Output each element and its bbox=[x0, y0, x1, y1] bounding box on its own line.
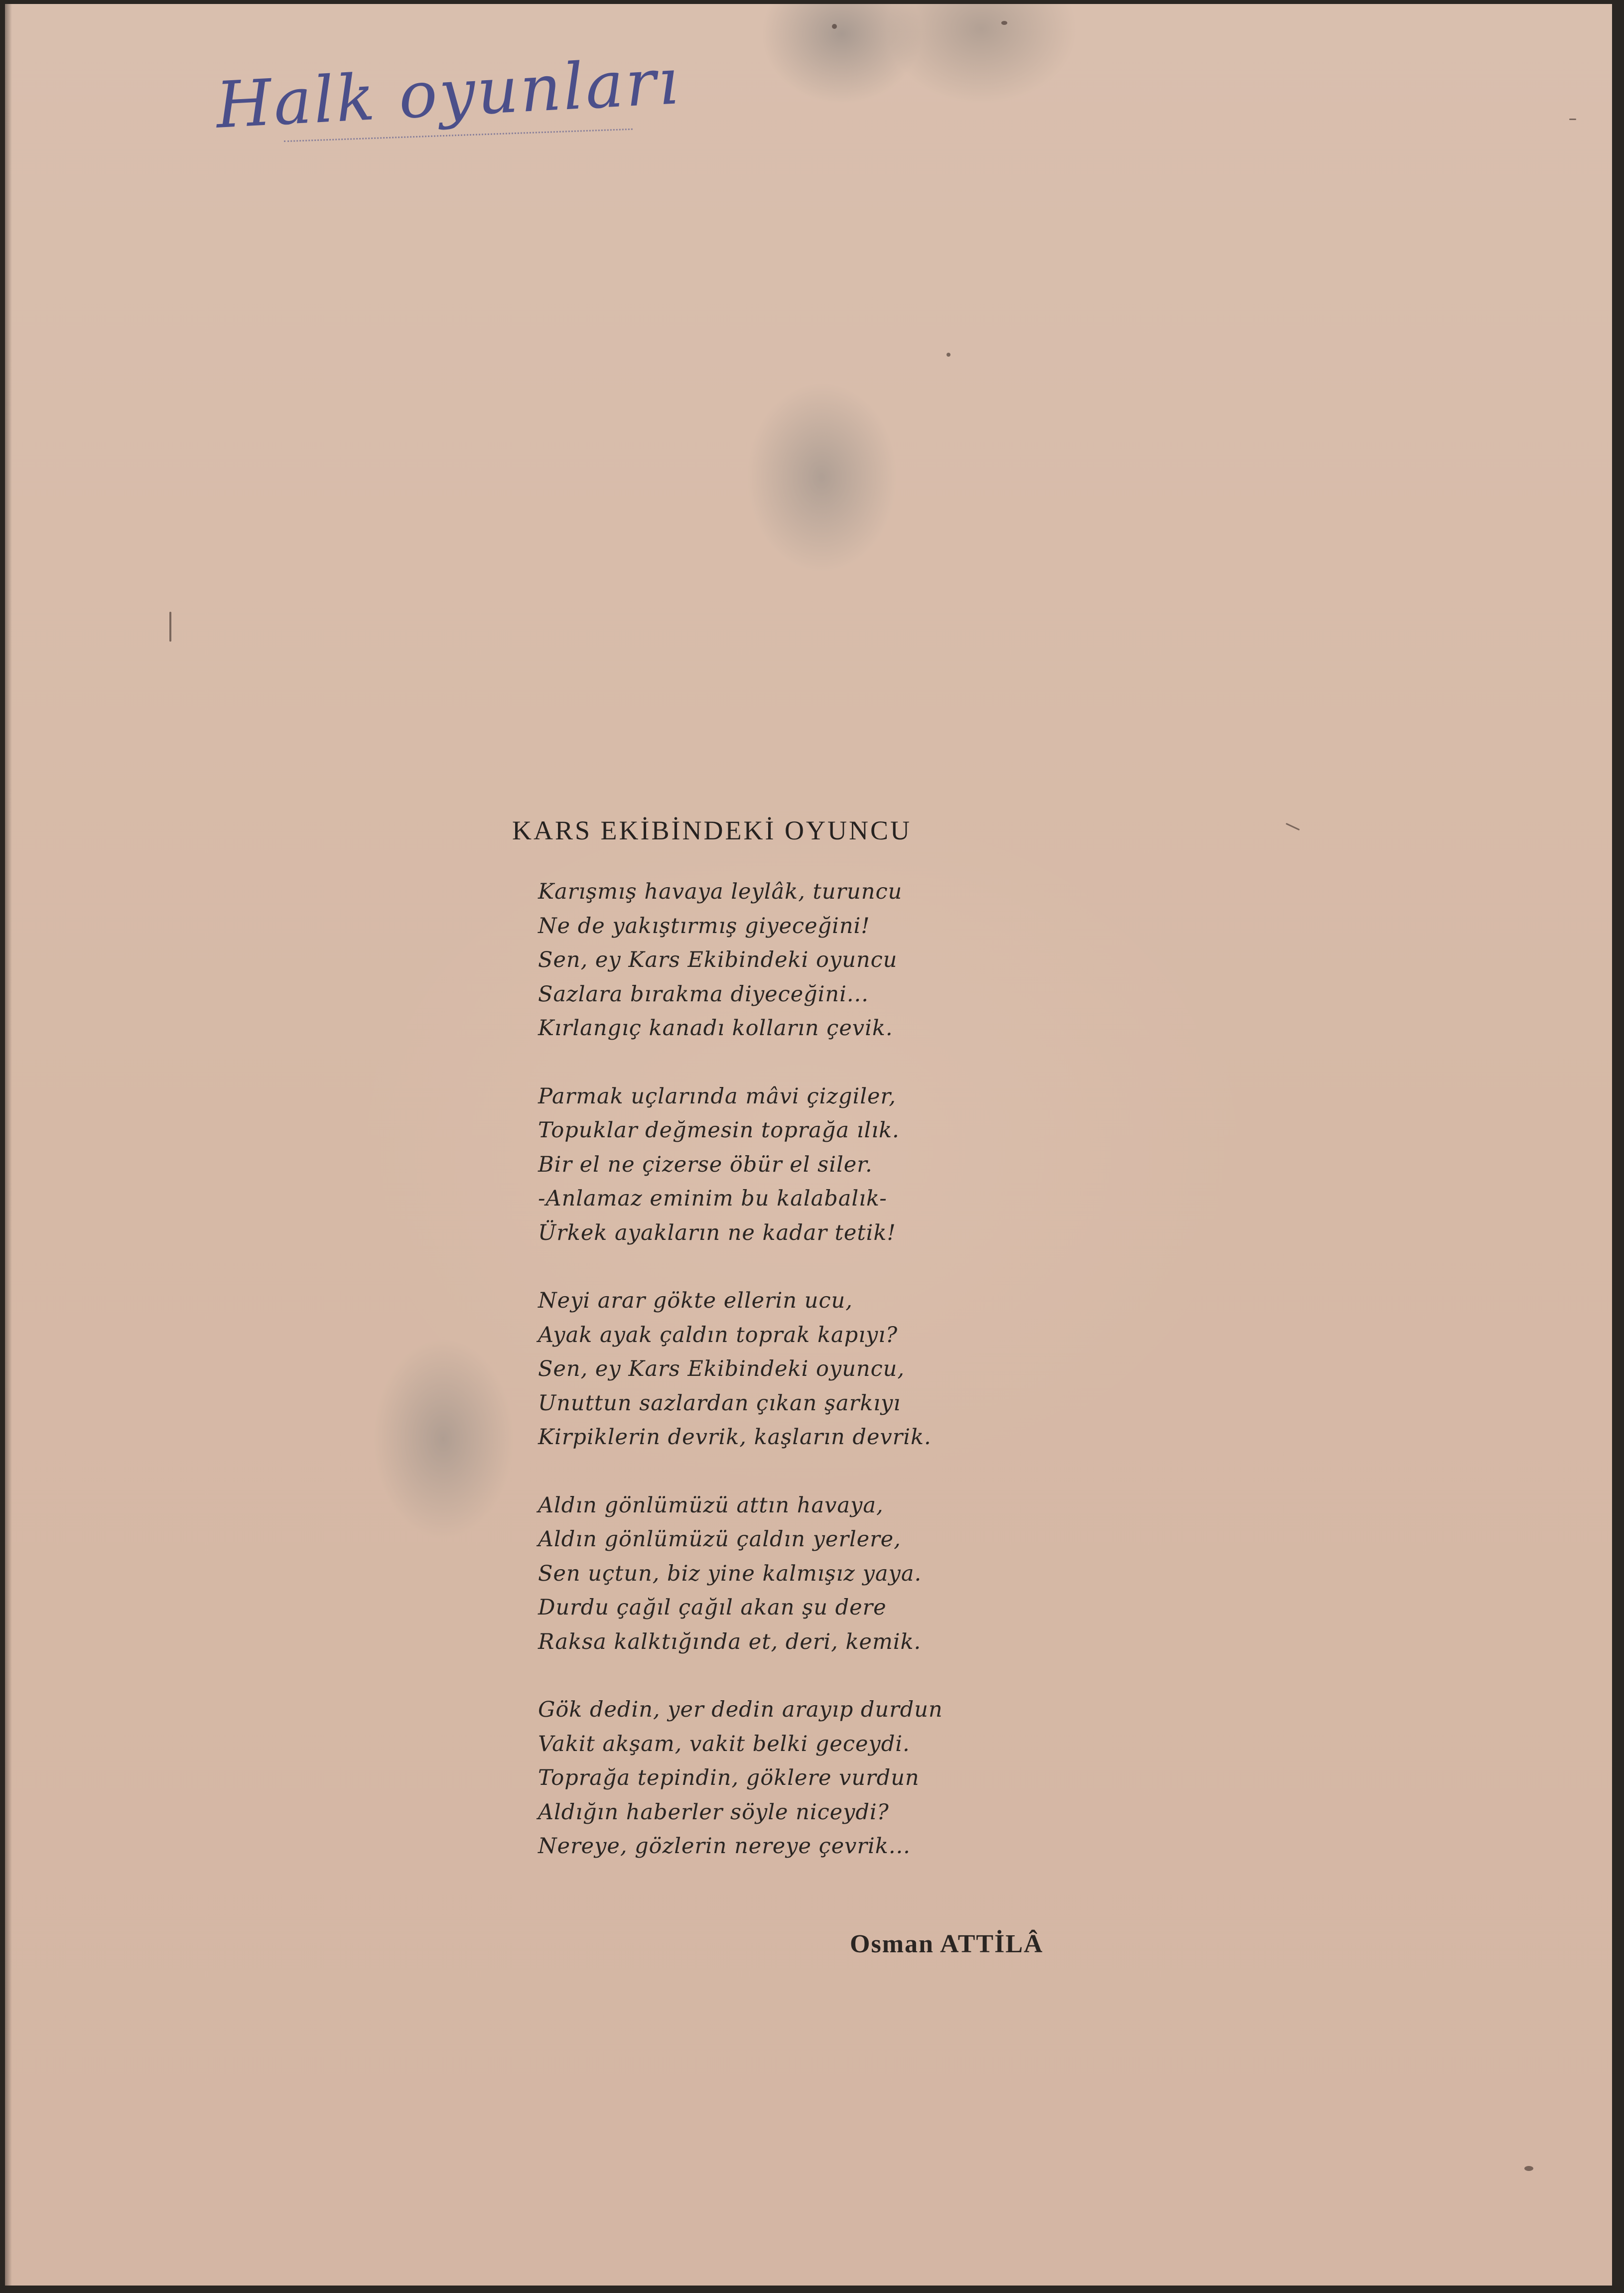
poem-line: Karışmış havaya leylâk, turuncu bbox=[538, 879, 903, 904]
paper-sheet bbox=[5, 4, 1612, 2286]
poem-line: -Anlamaz eminim bu kalabalık- bbox=[538, 1186, 887, 1211]
poem-line: Neyi arar gökte ellerin ucu, bbox=[538, 1288, 853, 1313]
poem-line: Bir el ne çizerse öbür el siler. bbox=[538, 1152, 873, 1177]
paper-speck bbox=[832, 24, 837, 29]
paper-speck bbox=[1524, 2166, 1533, 2171]
poem-line: Ne de yakıştırmış giyeceğini! bbox=[538, 913, 870, 939]
poem-line: Nereye, gözlerin nereye çevrik... bbox=[538, 1834, 911, 1859]
stanza-2 bbox=[538, 1079, 943, 1250]
paper-edge-shadow bbox=[5, 4, 12, 2286]
poem-line: Parmak uçlarında mâvi çizgiler, bbox=[538, 1083, 896, 1109]
poem-line: Sen, ey Kars Ekibindeki oyuncu, bbox=[538, 1356, 905, 1381]
paper-speck bbox=[1001, 21, 1007, 25]
poem-line: Ayak ayak çaldın toprak kapıyı? bbox=[538, 1322, 898, 1348]
poem-line: Sen, ey Kars Ekibindeki oyuncu bbox=[538, 947, 898, 972]
poem-line: Raksa kalktığında et, deri, kemik. bbox=[538, 1629, 922, 1654]
poem-line: Sazlara bırakma diyeceğini... bbox=[538, 981, 869, 1007]
poem-line: Topuklar değmesin toprağa ılık. bbox=[538, 1118, 900, 1143]
stanza-3 bbox=[538, 1284, 943, 1455]
poem-line: Toprağa tepindin, göklere vurdun bbox=[538, 1765, 920, 1790]
paper-speck bbox=[169, 612, 171, 642]
poem-line: Durdu çağıl çağıl akan şu dere bbox=[538, 1595, 887, 1620]
poem-title: KARS EKİBİNDEKİ OYUNCU bbox=[512, 815, 912, 845]
poem-line: Kırlangıç kanadı kolların çevik. bbox=[538, 1016, 893, 1041]
poem-line: Ürkek ayakların ne kadar tetik! bbox=[538, 1220, 896, 1245]
poem-line: Unuttun sazlardan çıkan şarkıyı bbox=[538, 1390, 901, 1416]
author-signature: Osman ATTİLÂ bbox=[850, 1930, 1044, 1958]
stanza-4 bbox=[538, 1488, 943, 1659]
paper-speck bbox=[947, 353, 950, 357]
paper-speck bbox=[1286, 823, 1300, 830]
poem-line: Sen uçtun, biz yine kalmışız yaya. bbox=[538, 1561, 922, 1586]
poem-line: Aldığın haberler söyle niceydi? bbox=[538, 1799, 889, 1825]
handwritten-note: Halk oyunları bbox=[214, 44, 682, 143]
poem-line: Aldın gönlümüzü attın havaya, bbox=[538, 1492, 884, 1518]
poem-line: Aldın gönlümüzü çaldın yerlere, bbox=[538, 1527, 901, 1552]
paper-speck bbox=[1569, 119, 1576, 120]
poem-line: Kirpiklerin devrik, kaşların devrik. bbox=[538, 1425, 932, 1450]
poem-line: Gök dedin, yer dedin arayıp durdun bbox=[538, 1697, 943, 1722]
poem-line: Vakit akşam, vakit belki geceydi. bbox=[538, 1731, 910, 1756]
stanza-5 bbox=[538, 1693, 943, 1864]
poem-body bbox=[538, 875, 943, 1897]
stanza-1 bbox=[538, 875, 943, 1046]
